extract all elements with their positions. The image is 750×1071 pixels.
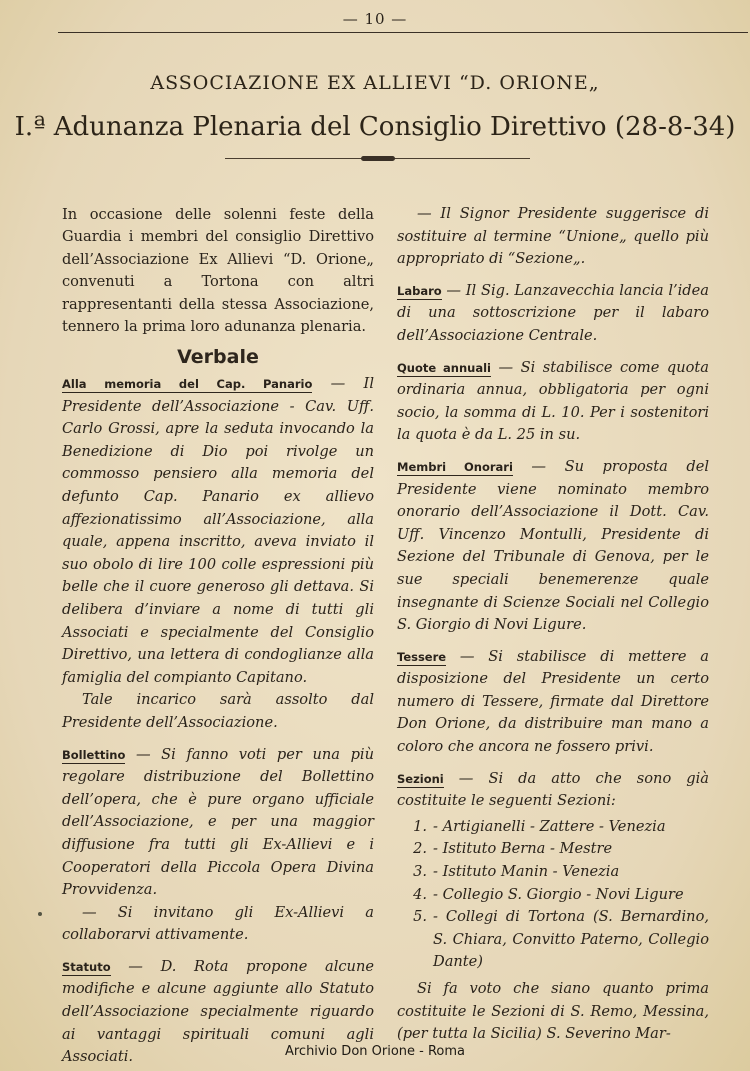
list-item: 1. - Artigianelli - Zattere - Venezia (413, 817, 666, 835)
section-label: Alla memoria del Cap. Panario (62, 377, 313, 392)
section-presidente: — Il Signor Presidente suggerisce di sostituire al termine “Unione„ quello più appropriato di “Sezione„. (397, 205, 709, 268)
page-title: I.ª Adunanza Plenaria del Consiglio Direttivo (28-8-34) (14, 112, 736, 142)
section-label: Labaro (397, 283, 442, 298)
section-label: Statuto (62, 959, 111, 974)
list-item: 3. - Istituto Manin - Venezia (413, 863, 620, 881)
section-tessere (397, 646, 709, 759)
section-quote (397, 357, 709, 447)
list-item: 5. - Collegi di Tortona (S. Bernardino, S. Chiara, Convitto Paterno, Collegio Dante) (413, 908, 709, 971)
section-label: Tessere (397, 649, 447, 664)
list-item: 4. - Collegio S. Giorgio - Novi Ligure (413, 885, 684, 903)
section-panario (62, 373, 374, 689)
sezioni-closing: Si fa voto che siano quanto prima costituite le Sezioni di S. Remo, Messina, (per tutta la Sicilia) S. Severino Mar- (397, 980, 709, 1043)
section-label: Sezioni (397, 771, 444, 786)
section-label: Membri Onorari (397, 459, 513, 474)
archive-footer: Archivio Don Orione - Roma (284, 1044, 466, 1059)
section-panario-extra: Tale incarico sarà assolto dal Presidente dell’Associazione. (62, 691, 374, 731)
right-column (397, 203, 709, 1046)
section-text: — Si stabilisce di mettere a disposizione del Presidente un certo numero di Tessere, firmate dal Direttore Don Orione, da distribuire man mano a coloro che ancora ne fossero privi. (397, 647, 709, 756)
ornament-divider (225, 156, 530, 162)
section-bollettino (62, 744, 374, 902)
left-column (62, 204, 374, 1069)
intro-paragraph: In occasione delle solenni feste della Guardia i membri del consiglio Direttivo dell’Associazione Ex Allievi “D. Orione„ convenuti a Tortona con altri rappresentanti della stessa Associazione, tennero la prima loro adunanza plenaria. (62, 206, 374, 336)
header-rule (58, 32, 748, 33)
section-text: — D. Rota propone alcune modifiche e alcune aggiunte allo Statuto dell’Associazione specialmente riguardo ai vantaggi spirituali comuni agli Associati. (62, 957, 374, 1066)
section-membri (397, 456, 709, 637)
list-item: 2. - Istituto Berna - Mestre (413, 840, 613, 858)
margin-dot (38, 912, 42, 916)
section-text: — Su proposta del Presidente viene nominato membro onorario dell’Associazione il Dott. Cav. Uff. Vincenzo Montulli, Presidente di Sezione del Tribunale di Genova, per le sue speciali benemerenze quale insegnante di Scienze Sociali nel Collegio S. Giorgio di Novi Ligure. (397, 457, 709, 634)
section-text: — Si da atto che sono già costituite le seguenti Sezioni: (397, 769, 709, 810)
section-text: — Il Sig. Lanzavecchia lancia l’idea di una sottoscrizione per il labaro dell’Associazione Centrale. (397, 281, 709, 344)
section-labaro (397, 280, 709, 348)
sezioni-list (397, 816, 709, 974)
section-text: — Il Presidente dell’Associazione - Cav. Uff. Carlo Grossi, apre la seduta invocando la Benedizione di Dio poi rivolge un commosso pensiero alla memoria del defunto Cap. Panario ex allievo affezionatissimo all’Associazione, alla quale, appena inscritto, aveva inviato il suo obolo di lire 100 colle espressioni più belle che il cuore generoso gli dettava. Si delibera d’inviare a nome di tutti gli Associati e specialmente del Consiglio Direttivo, una lettera di condoglianze alla famiglia del compianto Capitano. (62, 375, 374, 686)
section-label: Bollettino (62, 747, 126, 762)
verbale-heading: Verbale (177, 346, 259, 369)
section-text: — Si stabilisce come quota ordinaria annua, obbligatoria per ogni socio, la somma di L. 10. Per i sostenitori la quota è da L. 25 in su. (397, 358, 709, 444)
association-heading: ASSOCIAZIONE EX ALLIEVI “D. ORIONE„ (150, 72, 600, 94)
section-bollettino-extra: — Si invitano gli Ex-Allievi a collaborarvi attivamente. (62, 903, 374, 944)
page-number: — 10 — (342, 10, 408, 28)
section-label: Quote annuali (397, 360, 491, 375)
section-sezioni (397, 768, 709, 813)
section-text: — Si fanno voti per una più regolare distribuzione del Bollettino dell’opera, che è pure organo ufficiale dell’Associazione, e per una maggior diffusione fra tutti gli Ex-Allievi e i Cooperatori della Piccola Opera Divina Provvidenza. (62, 745, 374, 899)
